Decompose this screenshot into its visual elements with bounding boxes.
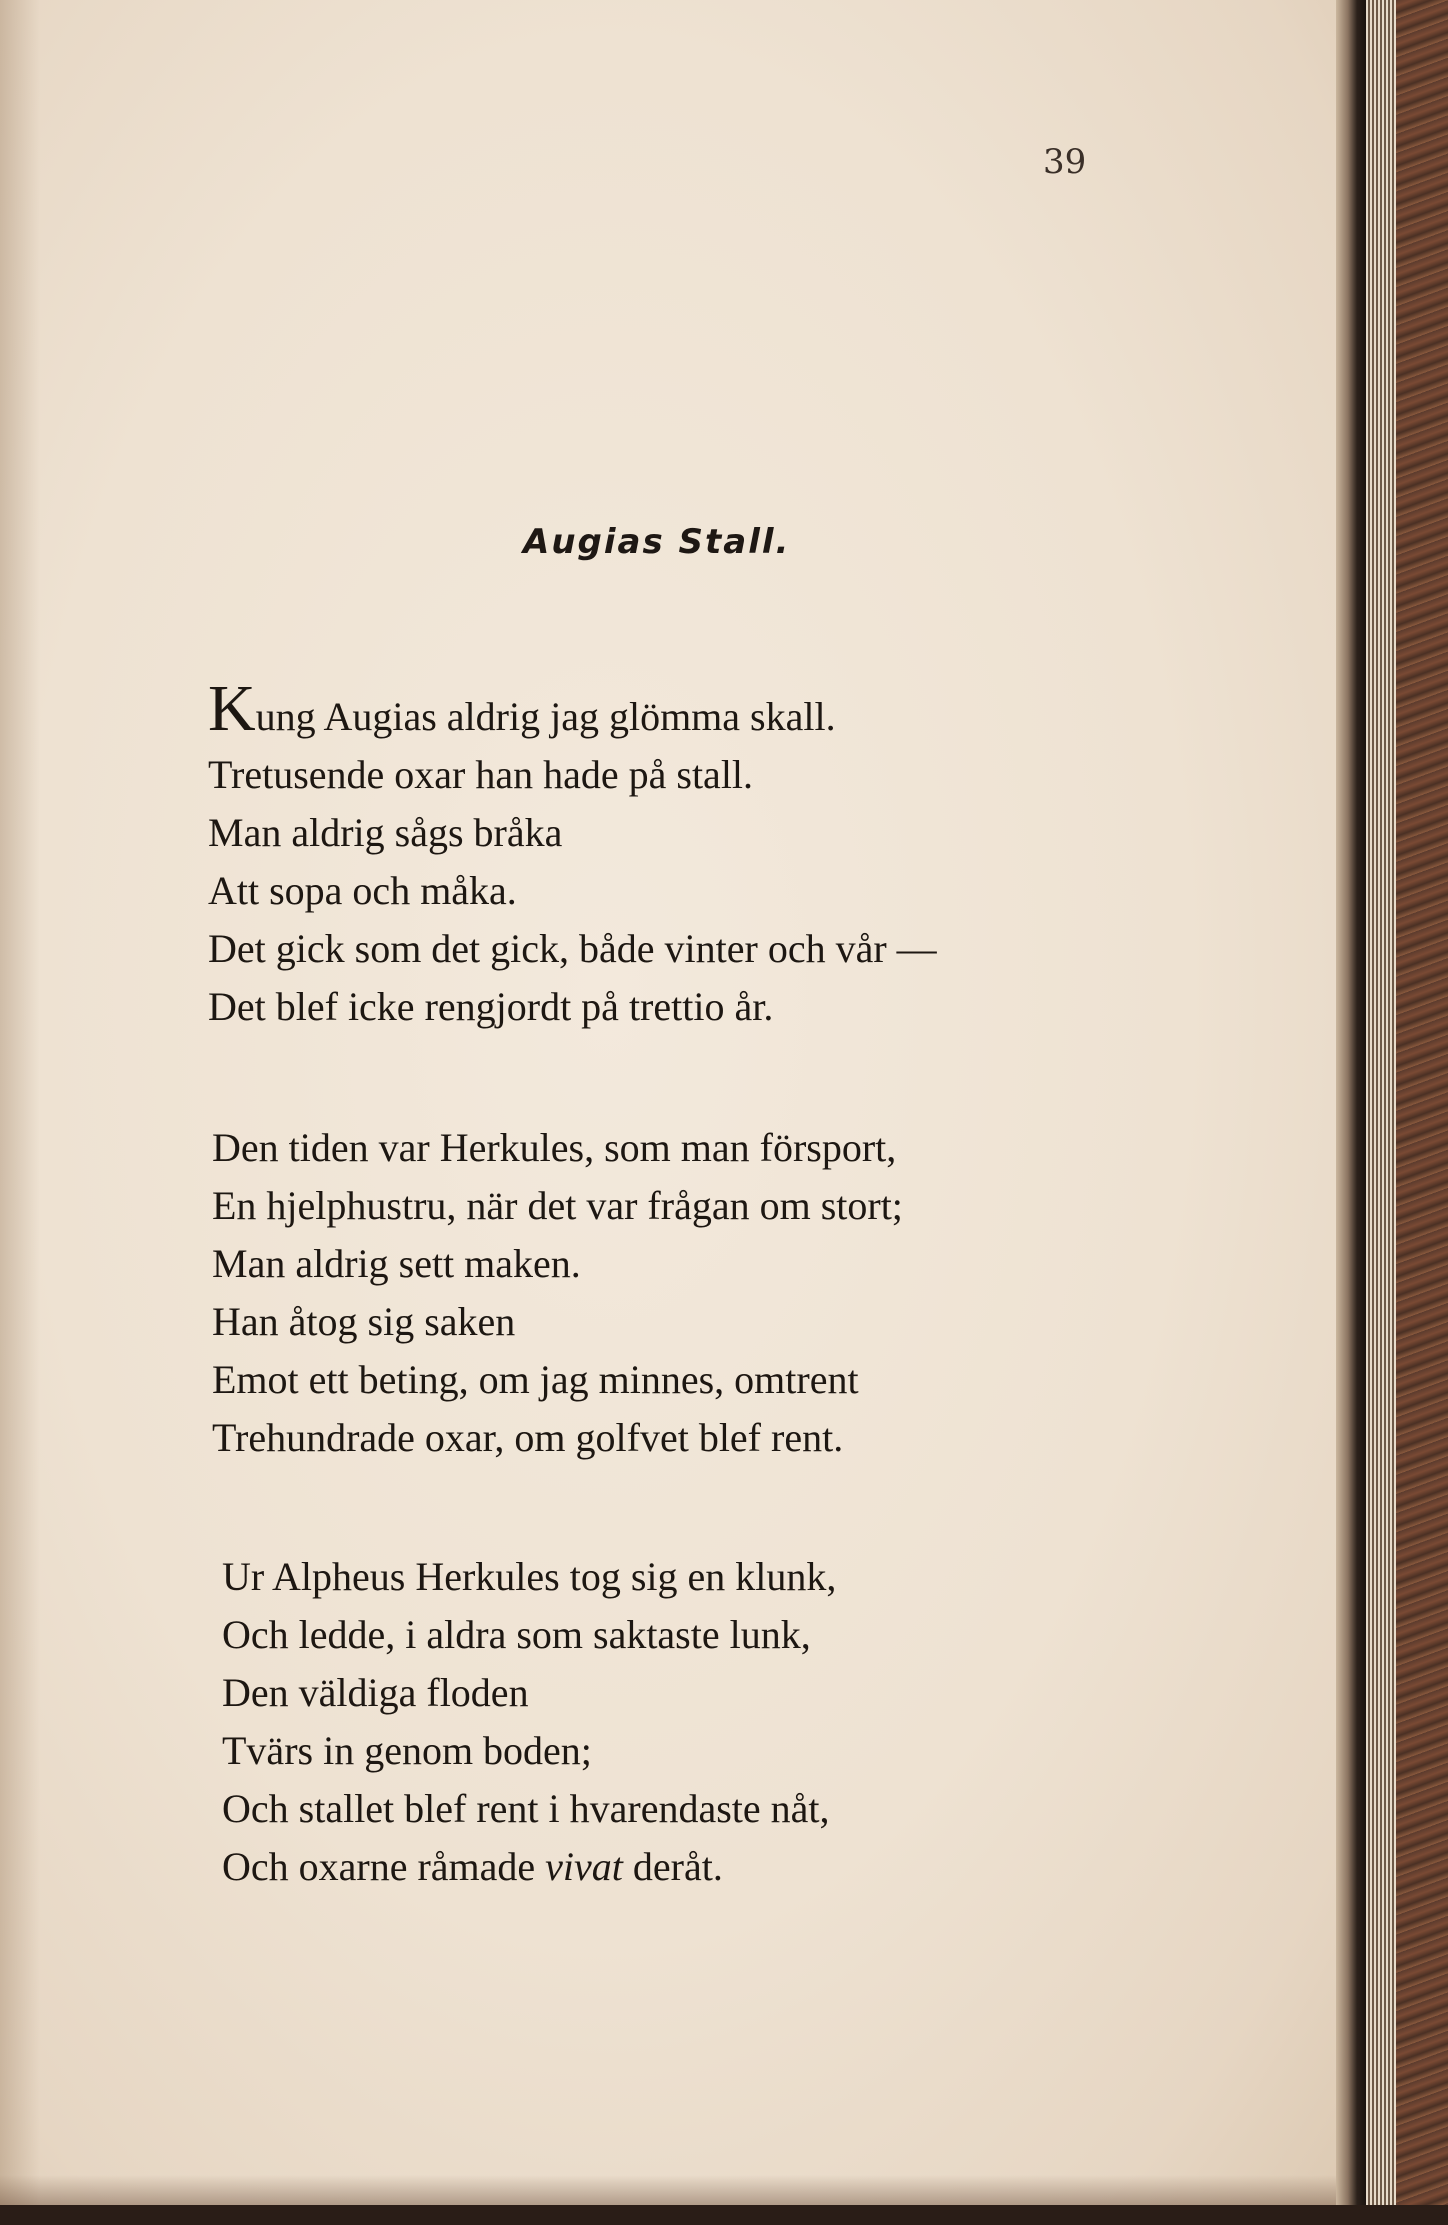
- stanza-1-line-1-text: ung Augias aldrig jag glömma skall.: [255, 694, 836, 739]
- stanza-2-line-1: Den tiden var Herkules, som man försport,: [212, 1125, 897, 1170]
- stanza-3-line-6-start: Och oxarne råmade: [222, 1844, 546, 1889]
- book-cover-edge: [1396, 0, 1448, 2225]
- book-gutter: [1336, 0, 1366, 2225]
- stanza-2-line-4: Han åtog sig saken: [212, 1299, 516, 1344]
- stanza-3-line-6-end: deråt.: [622, 1844, 723, 1889]
- stanza-1-line-5: Det gick som det gick, både vinter och vår —: [208, 926, 937, 971]
- stanza-1-line-4: Att sopa och måka.: [208, 868, 517, 913]
- stanza-1: [208, 672, 937, 1036]
- stanza-2-line-5: Emot ett beting, om jag minnes, omtrent: [212, 1357, 859, 1402]
- stanza-3-line-2: Och ledde, i aldra som saktaste lunk,: [222, 1612, 811, 1657]
- book-cover-bottom: [0, 2205, 1448, 2225]
- page-shadow-bottom: [0, 2175, 1350, 2205]
- page-number: 39: [1043, 142, 1087, 182]
- stanza-1-line-1: [208, 672, 937, 746]
- stanza-3-line-1: Ur Alpheus Herkules tog sig en klunk,: [222, 1554, 837, 1599]
- stanza-3-line-6: [222, 1838, 836, 1896]
- stanza-2-line-6: Trehundrade oxar, om golfvet blef rent.: [212, 1415, 844, 1460]
- stanza-3-line-5: Och stallet blef rent i hvarendaste nåt,: [222, 1786, 830, 1831]
- stanza-2-line-3: Man aldrig sett maken.: [212, 1241, 581, 1286]
- drop-cap: K: [208, 672, 256, 745]
- poem-title: Augias Stall.: [523, 522, 791, 562]
- stanza-2: [212, 1119, 903, 1467]
- stanza-1-line-6: Det blef icke rengjordt på trettio år.: [208, 984, 774, 1029]
- stanza-3-line-6-italic: vivat: [545, 1844, 623, 1889]
- page-edges: [1366, 0, 1396, 2225]
- stanza-3-line-3: Den väldiga floden: [222, 1670, 529, 1715]
- stanza-3-line-4: Tvärs in genom boden;: [222, 1728, 592, 1773]
- stanza-2-line-2: En hjelphustru, när det var frågan om stort;: [212, 1183, 903, 1228]
- page-shadow-left: [0, 0, 40, 2205]
- stanza-1-line-2: Tretusende oxar han hade på stall.: [208, 752, 754, 797]
- stanza-1-line-3: Man aldrig sågs bråka: [208, 810, 563, 855]
- stanza-3: [222, 1548, 836, 1896]
